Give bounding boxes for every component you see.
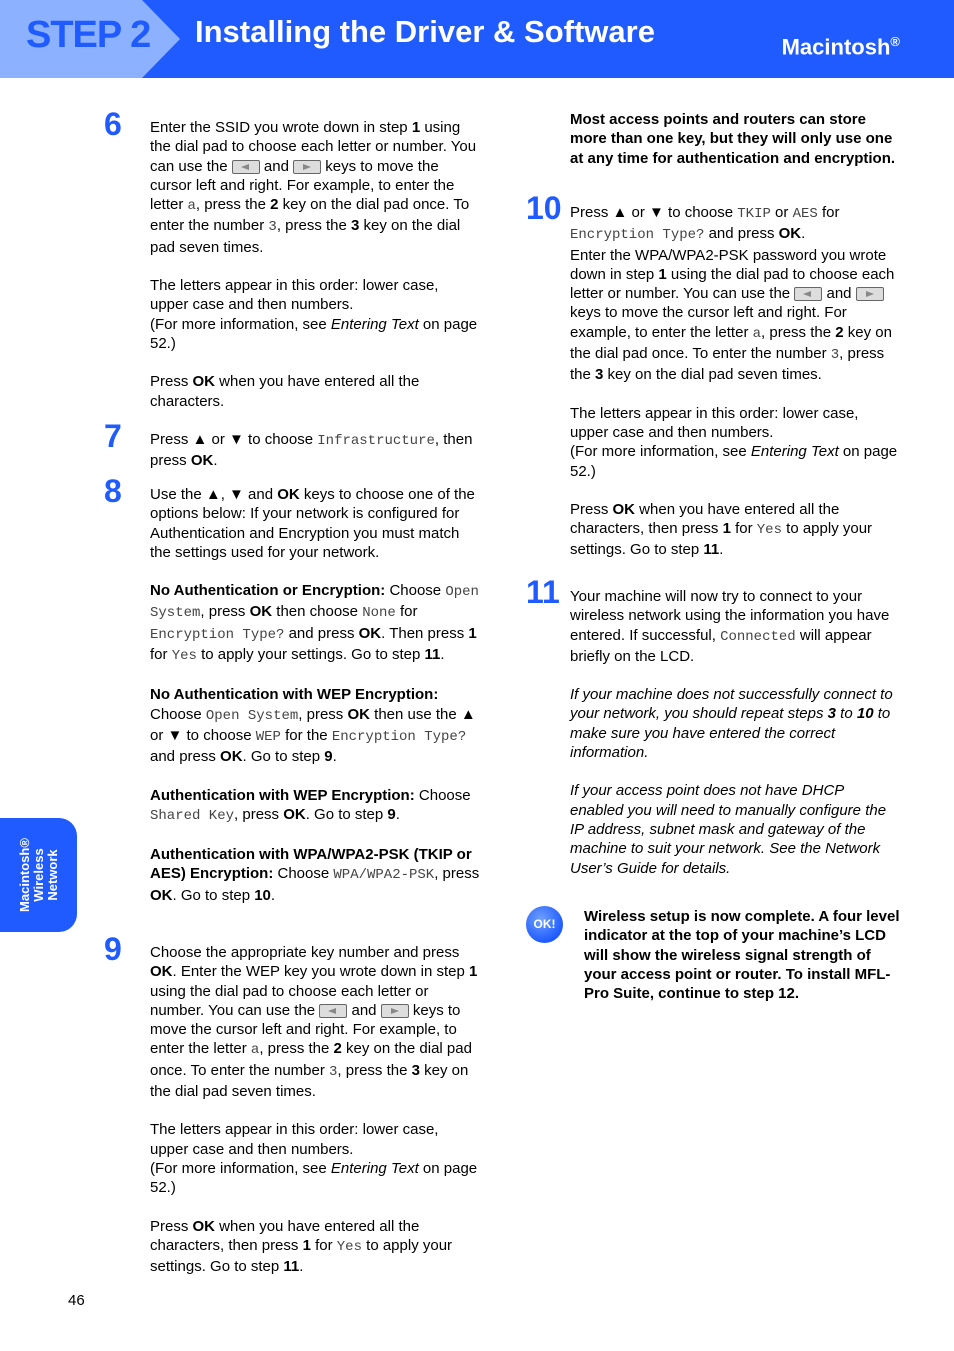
side-tab-line3: Network bbox=[44, 849, 60, 901]
side-tab-line1: Macintosh® bbox=[16, 838, 32, 912]
step-8-text: Use the ▲, ▼ and OK keys to choose one of the options below: If your network is configured for Authentication and Encryption you must match the settings used for your network. No Authentication or Encryption: Choose Open System, press OK then choose None for Encryption Type? and press OK. Then press 1 for Yes to apply your settings. Go to step 11. No Authentication with WEP Encryption: Choose Open System, press OK then use the ▲ or ▼ to choose WEP for the Encryption Type? and press OK. Go to step 9. Authentication with WEP Encryption: Choose Shared Key, press OK. Go to step 9. Authentication with WPA/WPA2-PSK (TKIP or AES) Encryption: Choose WPA/WPA2-PSK, press OK. Go to step 10. bbox=[150, 486, 480, 904]
step-9-text: Choose the appropriate key number and press OK. Enter the WEP key you wrote down in step 1 using the dial pad to choose each letter or number. You can use the and keys to move the cursor left and right. For example, to enter the letter a, press the 2 key on the dial pad once. To enter the number 3, press the 3 key on the dial pad seven times. The letters appear in this order: lower case, upper case and then numbers. (For more information, see Entering Text on page 52.) Press OK when you have entered all the characters, then press 1 for Yes to apply your settings. Go to step 11. bbox=[150, 944, 478, 1276]
step-10-text: Press ▲ or ▼ to choose TKIP or AES for Encryption Type? and press OK. Enter the WPA/WPA2-PSK password you wrote down in step 1 using the dial pad to choose each letter or number. You can use the and keys to move the cursor left and right. For example, to enter the letter a, press the 2 key on the dial pad once. To enter the number 3, press the 3 key on the dial pad seven times. The letters appear in this order: lower case, upper case and then numbers. (For more information, see Entering Text on page 52.) Press OK when you have entered all the characters, then press 1 for Yes to apply your settings. Go to step 11. bbox=[570, 204, 898, 559]
step-number-10: 10 bbox=[526, 190, 562, 226]
right-arrow-key-icon bbox=[381, 1004, 409, 1018]
ok-icon: OK! bbox=[526, 906, 563, 943]
step-number-6: 6 bbox=[104, 106, 122, 142]
step-label: STEP 2 bbox=[26, 14, 151, 56]
left-arrow-key-icon bbox=[232, 160, 260, 174]
page-number: 46 bbox=[68, 1292, 85, 1309]
right-arrow-key-icon bbox=[293, 160, 321, 174]
step-6-text: Enter the SSID you wrote down in step 1 using the dial pad to choose each letter or number. You can use the and keys to move the cursor left and right. For example, to enter the letter a, press the 2 key on the dial pad once. To enter the number 3, press the 3 key on the dial pad seven times. The letters appear in this order: lower case, upper case and then numbers. (For more information, see Entering Text on page 52.) Press OK when you have entered all the characters. bbox=[150, 119, 478, 410]
step-11-text: Your machine will now try to connect to your wireless network using the information you have entered. If successful, Connected will appear briefly on the LCD. If your machine does not successfully connect to your network, you should repeat steps 3 to 10 to make sure you have entered the correct information. If your access point does not have DHCP enabled you will need to manually configure the IP address, subnet mask and gateway of the machine to suit your network. See the Network User’s Guide for details. bbox=[570, 588, 893, 877]
os-label: Macintosh® bbox=[781, 34, 900, 60]
step-number-11: 11 bbox=[526, 574, 560, 610]
page-title: Installing the Driver & Software bbox=[195, 14, 655, 49]
step-7-text: Press ▲ or ▼ to choose Infrastructure, then press OK. bbox=[150, 431, 473, 470]
step-number-9: 9 bbox=[104, 931, 122, 967]
left-arrow-key-icon bbox=[319, 1004, 347, 1018]
left-arrow-key-icon bbox=[794, 287, 822, 301]
step-number-8: 8 bbox=[104, 473, 122, 509]
step-number-7: 7 bbox=[104, 418, 122, 454]
side-tab bbox=[0, 818, 77, 932]
side-tab-line2: Wireless bbox=[30, 848, 46, 902]
right-arrow-key-icon bbox=[856, 287, 884, 301]
note-access-points: Most access points and routers can store more than one key, but they will only use one at any time for authentication and encryption. bbox=[570, 111, 896, 167]
page-header bbox=[0, 0, 954, 78]
completion-note: Wireless setup is now complete. A four level indicator at the top of your machine’s LCD will show the wireless signal strength of your access point or router. To install MFL-Pro Suite, continue to step 12. bbox=[584, 908, 900, 1003]
